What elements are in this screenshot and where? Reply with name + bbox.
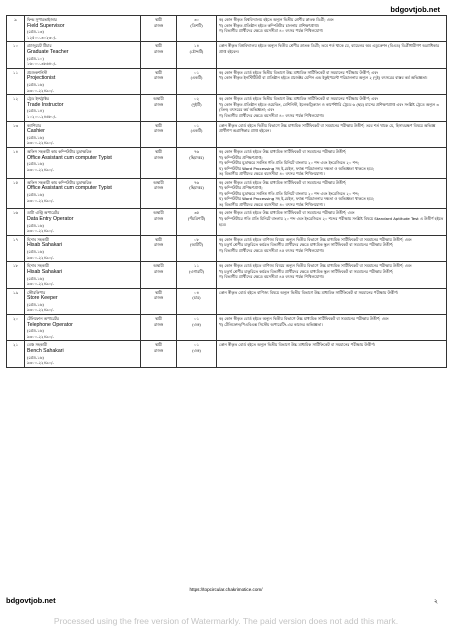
serial-cell: ১৬ (7, 209, 25, 235)
post-type-line: অস্থায়ী (153, 263, 164, 269)
post-count-line: ৩৫ (193, 210, 200, 216)
post-name-cell (25, 121, 141, 147)
table-row (7, 42, 447, 68)
post-count-cell (177, 288, 217, 314)
post-type-cell (141, 262, 177, 288)
table-row (7, 121, 447, 147)
post-count-line: (এক) (192, 347, 201, 353)
post-type-cell (141, 314, 177, 340)
qualification-line: ক) কোন স্বীকৃত বোর্ড হইতে বাণিজ্য বিষয়ে অন্যূন দ্বিতীয় বিভাগে উচ্চ মাধ্যমিক সার্টিফিকেট বা সমমানের পরীক্ষায় উত্তীর্ণ; এবং (219, 236, 412, 242)
post-count-line: ০১ (193, 69, 200, 75)
post-grade: (গ্রেড-১৬) (27, 275, 44, 281)
post-type-line: রাজস্ব (153, 347, 164, 353)
qualification-line: ঙ) বিভাগীয় প্রার্থীদের ক্ষেত্রে বয়সসীমা ৪০ বৎসর পর্যন্ত শিথিলযোগ্য। (219, 201, 325, 207)
qualification-line: খ) কম্পিউটারে গতি প্রতি মিনিটে বাংলায় ২০ শব্দ এবং ইংরেজিতে ২০ শব্দের পরীক্ষায় সংশ্লিষ্ট বিষয়ে Standard Aptitude Test এ উত্তীর্ণ হইতে হবে। (219, 215, 444, 227)
qualification-cell (217, 288, 447, 314)
serial-cell: ২০ (7, 314, 25, 340)
pay-scale: ৯৩০০-২২৪৯০/- (27, 140, 54, 146)
post-count-line: (ত্রিশটি) (190, 22, 203, 28)
qualification-line: খ) কোন স্বীকৃত ইনস্টিটিউট বা প্রতিষ্ঠান হইতে প্রজেক্টর মেশিন এন্ড ইকুইপমেন্ট পরিচালনায় অন্যূন ২ (দুই) বৎসরের বাস্তব কর্ম অভিজ্ঞতা। (219, 75, 428, 81)
pay-scale: ৯৩০০-২২৪৯০/- (27, 281, 54, 287)
post-type-line: রাজস্ব (153, 101, 164, 107)
post-count-line: (এক) (192, 321, 201, 327)
post-type-line: স্থায়ী (154, 122, 163, 128)
serial-cell: ১৭ (7, 235, 25, 261)
posts-table-body (7, 16, 447, 368)
qualification-cell (217, 16, 447, 42)
qualification-line: ঙ) বিভাগীয় প্রার্থীদের ক্ষেত্রে বয়সসীমা ৪০ বৎসর পর্যন্ত শিথিলযোগ্য। (219, 171, 325, 177)
post-count-line: ০১ (193, 342, 200, 348)
post-count-cell (177, 16, 217, 42)
post-count-cell (177, 147, 217, 178)
post-type-line: রাজস্ব (153, 185, 164, 191)
post-name-en: Office Assistant cum computer Typist (27, 154, 112, 161)
qualification-cell (217, 235, 447, 261)
post-name-en: Projectionist (27, 75, 56, 82)
post-type-line: স্থায়ী (154, 236, 163, 242)
post-type-line: স্থায়ী (154, 315, 163, 321)
post-grade: (গ্রেড-১৩) (27, 29, 44, 35)
post-type-line: রাজস্ব (153, 75, 164, 81)
post-grade: (গ্রেড-১০) (27, 55, 44, 61)
qualification-line: গ) কম্পিউটার মুদ্রাক্ষরে সর্বনিম্ন গতি প্রতি মিনিটে বাংলায় ২০ শব্দ এবং ইংরেজিতে ২০ শব্দ; (219, 190, 359, 196)
post-name-en: Telephone Operator (27, 321, 73, 328)
post-name-cell (25, 178, 141, 209)
qualification-line: গ) বিভাগীয় প্রার্থীদের ক্ষেত্রে বয়সসীমা ৪৫ বৎসর পর্যন্ত শিথিলযোগ্য। (219, 247, 325, 253)
post-type-cell (141, 288, 177, 314)
post-grade: (গ্রেড-১৬) (27, 328, 44, 334)
table-row (7, 68, 447, 94)
qualification-line: কোন স্বীকৃত বোর্ড হইতে বাণিজ্য বিষয়ে অন্যূন দ্বিতীয় বিভাগে উচ্চ মাধ্যমিক সার্টিফিকেট বা সমমানের পরীক্ষায় উত্তীর্ণ। (219, 289, 399, 295)
post-name-bn: গ্র্যাজুয়েট টিচার (27, 43, 52, 49)
post-name-cell (25, 16, 141, 42)
watermark-text: Processed using the free version of Watermarkly. The paid version does not add this mark. (53, 616, 399, 626)
post-type-cell (141, 121, 177, 147)
post-type-line: রাজস্ব (153, 154, 164, 160)
post-count-line: (দুইটি) (191, 101, 202, 107)
serial-cell: ১১ (7, 68, 25, 94)
post-name-bn: ফিল্ড সুপারভাইজার (27, 17, 57, 22)
qualification-line: খ) কম্পিউটার প্রশিক্ষণপ্রাপ্ত; (219, 185, 263, 191)
serial-cell: ১৯ (7, 288, 25, 314)
post-count-cell (177, 209, 217, 235)
post-grade: (গ্রেড-১৬) (27, 134, 44, 140)
post-count-cell (177, 178, 217, 209)
qualification-line: খ) চতুর্থ শ্রেণীর চাকুরিতে কর্মরত বিভাগীয় প্রার্থীদের ক্ষেত্রে মাধ্যমিক স্কুল সার্টিফিকেট বা সমমানের পরীক্ষায় উত্তীর্ণ; (219, 242, 394, 248)
post-name-cell (25, 95, 141, 121)
table-row (7, 209, 447, 235)
serial-cell: ১২ (7, 95, 25, 121)
qualification-cell (217, 147, 447, 178)
post-count-line: ১৪ (193, 43, 200, 49)
site-label-bottom: bdgovtjob.net (6, 596, 56, 605)
post-name-bn: অফিস সহকারী কাম কম্পিউটার মুদ্রাক্ষরিক (27, 148, 92, 154)
qualification-line: ক) কোন স্বীকৃত বোর্ড হইতে উচ্চ মাধ্যমিক সার্টিফিকেট বা সমমানের পরীক্ষায় উত্তীর্ণ; (219, 148, 347, 154)
post-count-cell (177, 95, 217, 121)
footer-url: https://topcircular.chakrimotice.com/ (189, 587, 263, 592)
post-name-bn: হিসাব সহকারী (27, 236, 49, 242)
pay-scale: ৯৩০০-২২৪৯০/- (27, 87, 54, 93)
post-count-cell (177, 262, 217, 288)
post-grade: (গ্রেড-১৬) (27, 161, 44, 167)
post-name-en: Hisab Sahakari (27, 242, 63, 249)
post-name-cell (25, 314, 141, 340)
post-name-cell (25, 288, 141, 314)
post-type-line: রাজস্ব (153, 295, 164, 301)
post-type-line: রাজস্ব (153, 22, 164, 28)
post-type-line: স্থায়ী (154, 17, 163, 22)
qualification-cell (217, 42, 447, 68)
post-type-line: রাজস্ব (153, 215, 164, 221)
post-type-cell (141, 147, 177, 178)
post-name-cell (25, 262, 141, 288)
qualification-line: গ) বিভাগীয় প্রার্থীদের ক্ষেত্রে বয়সসীমা ৪০ বৎসর পর্যন্ত শিথিলযোগ্য (219, 28, 323, 34)
post-name-bn: প্রজেকশনিস্ট (27, 69, 47, 75)
qualification-line: ক) কোন স্বীকৃত বিশ্ববিদ্যালয় হইতে অন্যূন দ্বিতীয় শ্রেণীর স্নাতক ডিগ্রী; এবং (219, 17, 334, 22)
post-count-line: (ছিয়াত্তর) (189, 154, 204, 160)
qualification-cell (217, 209, 447, 235)
post-count-cell (177, 341, 217, 367)
qualification-line: কোন স্বীকৃত বোর্ড হইতে অন্যূন দ্বিতীয় বিভাগে উচ্চ মাধ্যমিক সার্টিফিকেট বা সমমানের পরীক্ষায় উত্তীর্ণ। (219, 342, 376, 348)
post-count-cell (177, 235, 217, 261)
table-row (7, 95, 447, 121)
table-row (7, 314, 447, 340)
post-name-cell (25, 341, 141, 367)
qualification-cell (217, 178, 447, 209)
post-count-line: ৩০ (193, 17, 200, 22)
post-count-line: ০৪ (193, 289, 200, 295)
post-type-line: স্থায়ী (154, 289, 163, 295)
post-type-cell (141, 95, 177, 121)
post-count-line: (চার) (192, 295, 201, 301)
posts-table (6, 15, 447, 368)
table-row (7, 262, 447, 288)
pay-scale: ৯৩০০-২২৪৯০/- (27, 360, 54, 366)
post-count-line: (একটি) (190, 75, 203, 81)
qualification-line: খ) টেলিফোন/পিএবিএক্স সিস্টেম অপারেটিং-এর কাজের অভিজ্ঞতা। (219, 321, 323, 327)
qualification-cell (217, 262, 447, 288)
post-name-en: Store Keeper (27, 295, 58, 302)
pay-scale: ৯৩০০-২২৪৯০/- (27, 228, 54, 234)
post-name-en: Cashier (27, 128, 45, 135)
table-row (7, 288, 447, 314)
qualification-line: গ) বিভাগীয় প্রার্থীদের ক্ষেত্রে বয়সসীমা ৪০ বৎসর পর্যন্ত শিথিলযোগ্য। (219, 112, 325, 118)
qualification-line: খ) কম্পিউটার প্রশিক্ষণপ্রাপ্ত; (219, 154, 263, 160)
post-count-line: ৭৬ (193, 148, 200, 154)
post-grade: (গ্রেড-১৪) (27, 108, 44, 114)
post-grade: (গ্রেড-১৬) (27, 301, 44, 307)
post-name-bn: ক্যাশিয়ার (27, 122, 41, 128)
post-count-cell (177, 314, 217, 340)
post-grade: (গ্রেড-১৬) (27, 82, 44, 88)
pay-scale: ১২৫০০-৩০২৩০/- (27, 34, 57, 40)
serial-cell: ৯ (7, 16, 25, 42)
table-row (7, 235, 447, 261)
post-name-cell (25, 209, 141, 235)
qualification-cell (217, 341, 447, 367)
post-name-en: Field Supervisor (27, 22, 65, 29)
qualification-cell (217, 121, 447, 147)
post-count-line: ৭৬ (193, 179, 200, 185)
qualification-cell (217, 68, 447, 94)
post-name-bn: অফিস সহকারী কাম কম্পিউটার মুদ্রাক্ষরিক (27, 179, 92, 185)
table-row (7, 178, 447, 209)
post-type-line: রাজস্ব (153, 128, 164, 134)
qualification-line: গ) বিভাগীয় প্রার্থীদের ক্ষেত্রে বয়সসীমা ৪৫ বৎসর পর্যন্ত শিথিলযোগ্য। (219, 274, 325, 280)
post-count-line: (আটটি) (190, 242, 203, 248)
post-name-bn: স্টোরকিপার (27, 289, 46, 295)
post-name-en: Data Entry Operator (27, 215, 74, 222)
table-row (7, 16, 447, 42)
qualification-line: গ) কম্পিউটার মুদ্রাক্ষরে সর্বনিম্ন গতি প্রতি মিনিটে বাংলায় ২০ শব্দ এবং ইংরেজিতে ২০ শব্দ; (219, 160, 359, 166)
post-type-line: অস্থায়ী (153, 96, 164, 102)
post-type-line: রাজস্ব (153, 48, 164, 54)
qualification-cell (217, 95, 447, 121)
qualification-line: খ) কোন স্বীকৃত প্রতিষ্ঠান হইতে কম্পিউটার চালনায় প্রশিক্ষণপ্রাপ্ত। (219, 22, 320, 28)
qualification-line: ক) কোন স্বীকৃত বোর্ড হইতে দ্বিতীয় বিভাগে উচ্চ মাধ্যমিক সার্টিফিকেট বা সমমানের পরীক্ষায় উত্তীর্ণ; এবং (219, 69, 379, 75)
post-type-line: রাজস্ব (153, 268, 164, 274)
post-type-cell (141, 209, 177, 235)
post-type-line: স্থায়ী (154, 69, 163, 75)
post-type-line: অস্থায়ী (153, 210, 164, 216)
serial-cell: ১৫ (7, 178, 25, 209)
post-name-bn: ডাটা এন্ট্রি অপারেটর (27, 210, 60, 216)
qualification-line: ক) কোন স্বীকৃত বোর্ড হইতে উচ্চ মাধ্যমিক সার্টিফিকেট বা সমমানের পরীক্ষায় উত্তীর্ণ; এবং (219, 210, 355, 216)
qualification-line: ক) কোন স্বীকৃত বোর্ড হইতে দ্বিতীয় বিভাগে উচ্চ মাধ্যমিক সার্টিফিকেট বা সমমানের পরীক্ষায় উত্তীর্ণ; এবং (219, 96, 379, 102)
post-grade: (গ্রেড-১৬) (27, 354, 44, 360)
post-count-line: (এগারটি) (188, 268, 205, 274)
post-type-cell (141, 341, 177, 367)
post-grade: (গ্রেড-১৬) (27, 191, 44, 197)
pay-scale: ৯৩০০-২২৪৯০/- (27, 166, 54, 172)
qualification-line: কোন স্বীকৃত বিশ্ববিদ্যালয় হইতে অন্যূন দ্বিতীয় শ্রেণীর স্নাতক ডিগ্রী; তবে শর্ত থাকে যে, ব্যাচেলর অব এডুকেশন (বিএড) ডিগ্রীধারীগণ অগ্রাধিকার প্রাপ্ত হইবেন। (219, 43, 439, 54)
post-name-bn: টেলিফোন অপারেটর (27, 315, 59, 321)
serial-cell: ১৮ (7, 262, 25, 288)
post-count-cell (177, 121, 217, 147)
post-name-cell (25, 147, 141, 178)
post-type-line: অস্থায়ী (153, 179, 164, 185)
post-name-en: Office Assistant cum computer Typist (27, 185, 112, 192)
post-count-line: (একটি) (190, 128, 203, 134)
qualification-line: ঘ) কম্পিউটার Word Processing সহ ই-মেইল, ফ্যাক্স পরিচালনার দক্ষতা ও অভিজ্ঞতা থাকতে হবে; (219, 165, 375, 171)
post-type-cell (141, 16, 177, 42)
post-count-line: (ছিয়াত্তর) (189, 185, 204, 191)
pay-scale: ৯৩০০-২২৪৯০/- (27, 254, 54, 260)
table-row (7, 147, 447, 178)
post-name-bn: বেঞ্চ সহকারী (27, 342, 48, 348)
post-count-cell (177, 42, 217, 68)
pay-scale: ৯৩০০-২২৪৯০/- (27, 307, 54, 313)
post-name-en: Trade Instructor (27, 101, 64, 108)
post-type-cell (141, 68, 177, 94)
qualification-line: খ) কোন স্বীকৃত প্রতিষ্ঠান হইতে ওয়েল্ডিং, মেশিনিস্ট, ইলেকট্রিক্যাল ও কার্পেন্টারি ট্রেডে ৬ (ছয়) মাসের প্রশিক্ষণপ্রাপ্ত এবং সংশ্লিষ্ট ট্রেডে অন্যূন ৩ (তিন) বৎসরের কর্ম অভিজ্ঞতা; এবং (219, 101, 439, 113)
site-label-top: bdgovtjob.net (390, 5, 440, 14)
post-name-en: Graduate Teacher (27, 48, 69, 55)
post-type-cell (141, 235, 177, 261)
post-type-line: রাজস্ব (153, 242, 164, 248)
serial-cell: ১৩ (7, 121, 25, 147)
qualification-line: কোন স্বীকৃত বোর্ড হইতে দ্বিতীয় বিভাগে উচ্চ মাধ্যমিক সার্টিফিকেট বা সমমানের পরীক্ষায় উত্তীর্ণ; তবে শর্ত থাকে যে, হিসাবরক্ষণ বিষয়ে অভিজ্ঞ প্রার্থীগণ অগ্রাধিকার প্রাপ্ত হইবেন। (219, 122, 436, 134)
post-type-line: স্থায়ী (154, 43, 163, 49)
post-count-cell (177, 68, 217, 94)
serial-cell: ২১ (7, 341, 25, 367)
post-type-cell (141, 178, 177, 209)
post-count-line: ১১ (193, 263, 200, 269)
qualification-cell (217, 314, 447, 340)
qualification-line: খ) চতুর্থ শ্রেণীর চাকুরিতে কর্মরত বিভাগীয় প্রার্থীদের ক্ষেত্রে মাধ্যমিক স্কুল সার্টিফিকেট বা সমমানের পরীক্ষায় উত্তীর্ণ; (219, 268, 394, 274)
post-count-line: ০১ (193, 122, 200, 128)
post-count-line: ০২ (193, 96, 200, 102)
serial-cell: ১৪ (7, 147, 25, 178)
table-row (7, 341, 447, 367)
qualification-line: ঘ) কম্পিউটার Word Processing সহ ই-মেইল, ফ্যাক্স পরিচালনার দক্ষতা ও অভিজ্ঞতা থাকতে হবে; (219, 196, 375, 202)
post-count-line: (চৌদ্দটি) (189, 48, 204, 54)
post-type-line: স্থায়ী (154, 148, 163, 154)
post-name-cell (25, 235, 141, 261)
post-grade: (গ্রেড-১৬) (27, 249, 44, 255)
post-name-bn: হিসাব সহকারী (27, 263, 49, 269)
post-name-bn: ট্রেড ইন্সট্রাক্টর (27, 96, 49, 102)
post-name-en: Bench Sahakari (27, 347, 64, 354)
post-grade: (গ্রেড-১৬) (27, 222, 44, 228)
qualification-line: ক) কোন স্বীকৃত বোর্ড হইতে অন্যূন দ্বিতীয় বিভাগে উচ্চ মাধ্যমিক সার্টিফিকেট বা সমমানের পরীক্ষায় উত্তীর্ণ; এবং (219, 315, 389, 321)
post-type-line: স্থায়ী (154, 342, 163, 348)
page-number: ২ (433, 598, 438, 605)
post-type-cell (141, 42, 177, 68)
pay-scale: ৯৩০০-২২৪৯০/- (27, 197, 54, 203)
pay-scale: ৯৩০০-২২৪৯০/- (27, 333, 54, 339)
post-name-cell (25, 42, 141, 68)
serial-cell: ১০ (7, 42, 25, 68)
post-count-line: ০১ (193, 315, 200, 321)
post-count-line: ০৮ (193, 236, 200, 242)
post-type-line: রাজস্ব (153, 321, 164, 327)
qualification-line: ক) কোন স্বীকৃত বোর্ড হইতে বাণিজ্য বিষয়ে অন্যূন দ্বিতীয় বিভাগে উচ্চ মাধ্যমিক সার্টিফিকেট বা সমমানের পরীক্ষায় উত্তীর্ণ; এবং (219, 263, 412, 269)
post-name-en: Hisab Sahakari (27, 268, 63, 275)
pay-scale: ১০২০০-২৪৬৮০/- (27, 114, 57, 120)
pay-scale: ১৬০০০-৩৮৬৪০/- (27, 61, 57, 67)
post-count-line: (পঁয়ত্রিশটি) (187, 215, 206, 221)
post-name-cell (25, 68, 141, 94)
qualification-line: ক) কোন স্বীকৃত বোর্ড হইতে উচ্চ মাধ্যমিক সার্টিফিকেট বা সমমানের পরীক্ষায় উত্তীর্ণ; (219, 179, 347, 185)
